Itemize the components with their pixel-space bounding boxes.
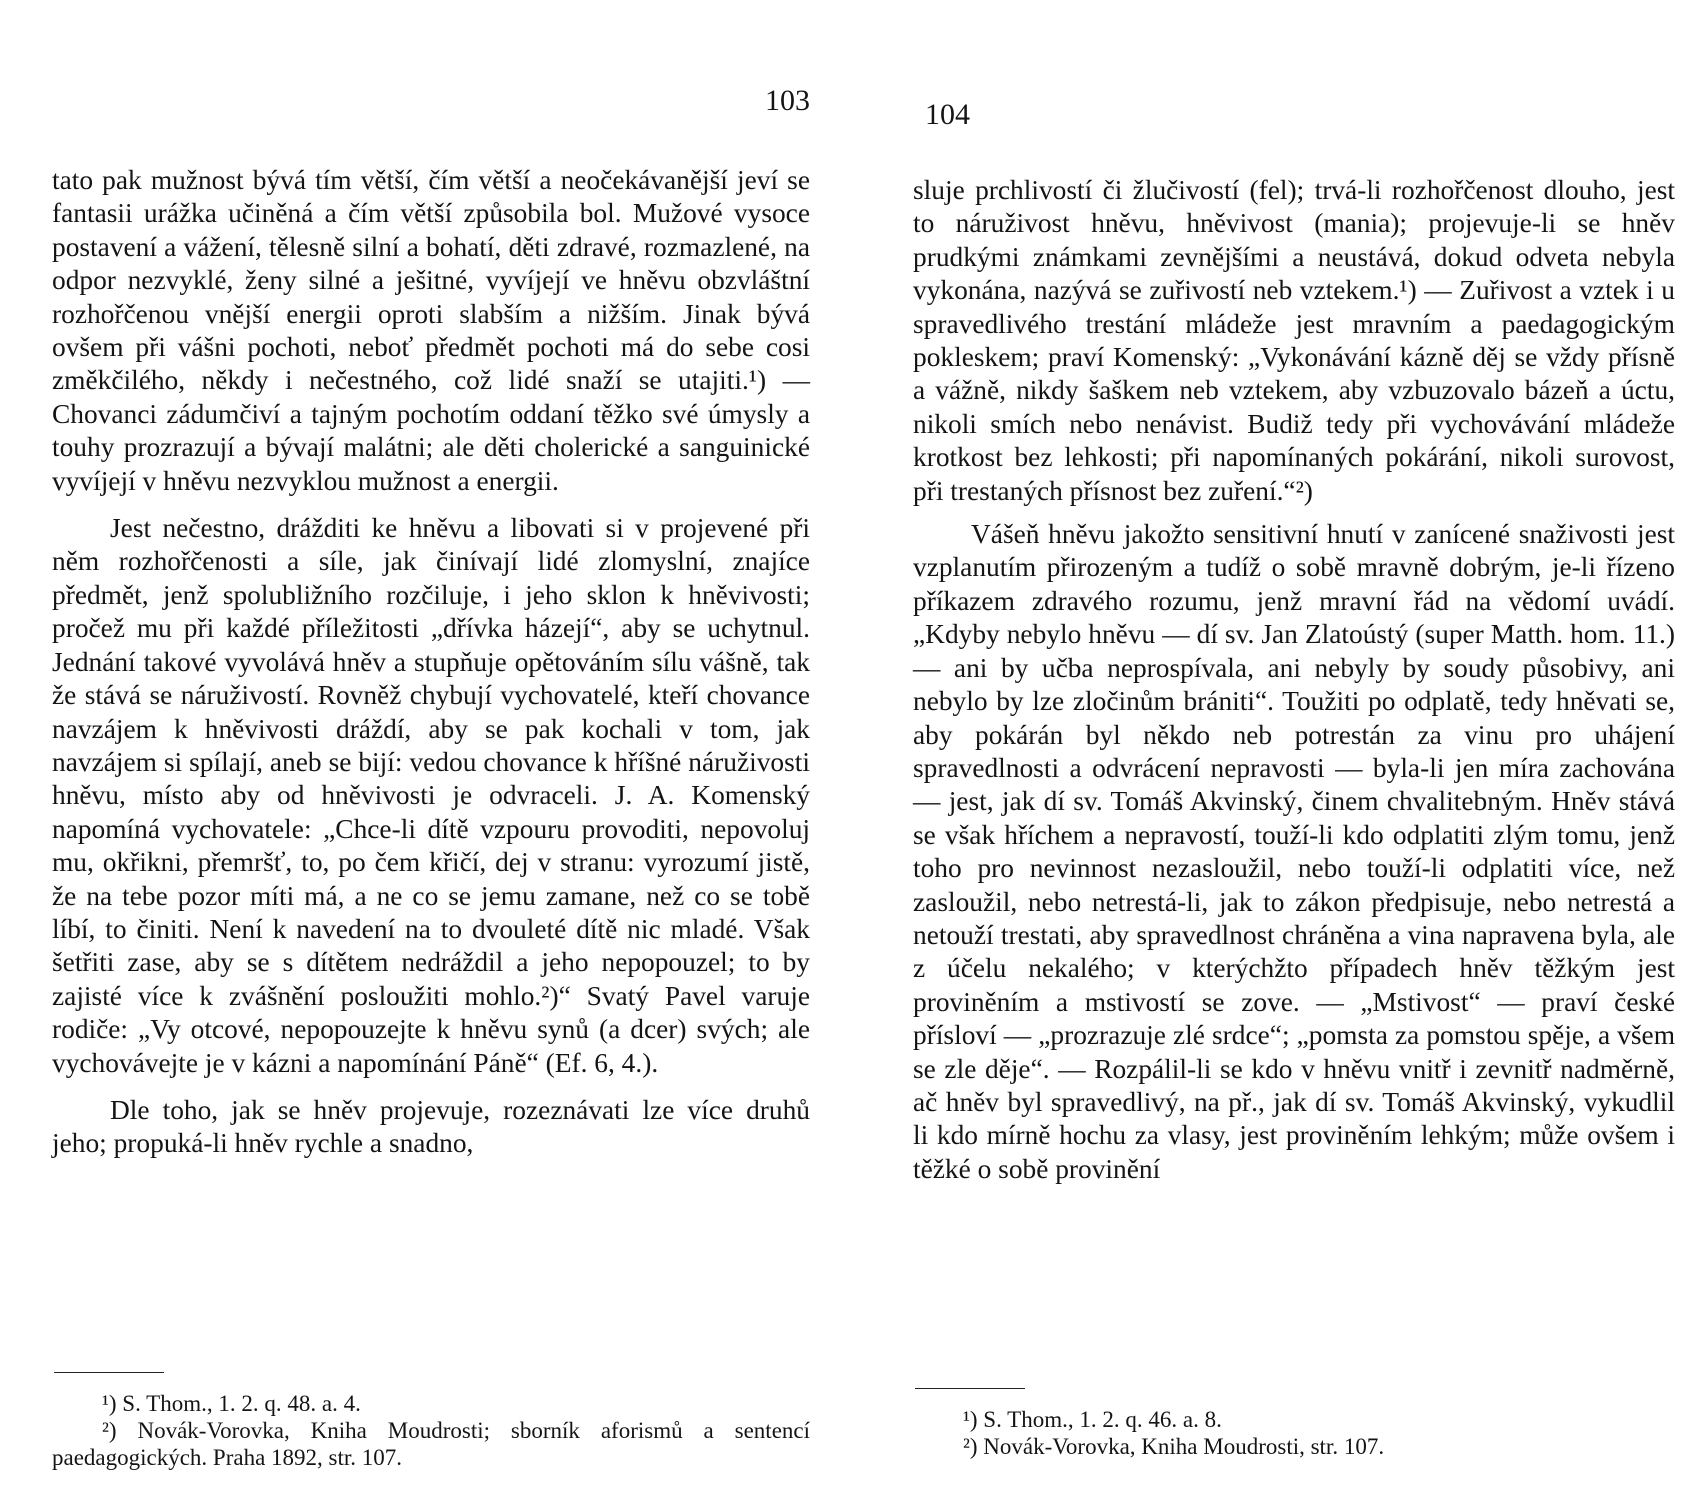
footnote: ²) Novák-Vorovka, Kniha Moudrosti, str. 107.: [963, 1434, 1385, 1459]
page-body: [913, 174, 1675, 1186]
paragraph: tato pak mužnost bývá tím větší, čím větší a neočekávanější jeví se fantasii urážka učiněná a čím větší způsobila bol. Mužové vysoce postavení a vážení, tělesně silní a bohatí, děti zdravé, rozmazlené, na odpor nezvyklé, ženy silné a ješitné, vyvíjejí ve hněvu obzvláštní rozhořčenou vnější energii oproti slabším a nižším. Jinak bývá ovšem při vášni pochoti, neboť předmět pochoti má do sebe cosi změkčilého, někdy i nečestného, což lidé snaží se utajiti.¹) — Chovanci zádumčiví a tajným pochotím oddaní těžko své úmysly a touhy prozrazují a bývají malátni; ale děti cholerické a sanguinické vyvíjejí v hněvu nezvyklou mužnost a energii.: [52, 165, 810, 496]
page-number: 104: [925, 98, 970, 131]
paragraph: Vášeň hněvu jakožto sensitivní hnutí v zanícené snaživosti jest vzplanutím přirozeným a tudíž o sobě mravně dobrým, je-li řízeno příkazem zdravého rozumu, jenž mravní řád na vědomí uvádí. „Kdyby nebylo hněvu — dí sv. Jan Zlatoústý (super Matth. hom. 11.) — ani by učba neprospívala, ani nebyly by soudy působivy, ani nebylo by lze zločinům brániti“. Toužiti po odplatě, tedy hněvati se, aby pokárán byl někdo neb potrestán za vinu pro uhájení spravedlnosti a odvrácení nepravosti — byla-li jen míra zachována — jest, jak dí sv. Tomáš Akvinský, činem chvalitebným. Hněv stává se však hříchem a nepravostí, touží-li kdo odplatiti zlým tomu, jenž toho pro nevinnost nezasloužil, nebo touží-li odplatiti více, než zasloužil, nebo netrestá-li, jak to zákon předpisuje, nebo netrestá a netouží trestati, aby spravedlnost chráněna a vina napravena byla, ale z účelu nekalého; v kterýchžto případech hněv těžkým jest proviněním a mstivostí se zove. — „Mstivost“ — praví české přísloví — „prozrazuje zlé srdce“; „pomsta za pomstou spěje, a všem se zle děje“. — Rozpálil-li se kdo v hněvu vnitř i zevnitř nadměrně, ač hněv byl spravedlivý, na př., jak dí sv. Tomáš Akvinský, vykudlil li kdo mírně hochu za vlasy, jest proviněním lehkým; může ovšem i těžké o sobě provinění: [913, 519, 1675, 1184]
footnote: ¹) S. Thom., 1. 2. q. 46. a. 8.: [963, 1407, 1222, 1432]
footnotes: [913, 1406, 1675, 1460]
footnote: ¹) S. Thom., 1. 2. q. 48. a. 4.: [102, 1391, 361, 1416]
page-body: [52, 164, 810, 1161]
page-number: 103: [765, 84, 810, 117]
paragraph: sluje prchlivostí či žlučivostí (fel); trvá-li rozhořčenost dlouho, jest to náruživost hněvu, hněvivost (mania); projevuje-li se hněv prudkými známkami zevnějšími a neustává, dokud odveta nebyla vykonána, nazývá se zuřivostí neb vztekem.¹) — Zuřivost a vztek i u spravedlivého trestání mládeže jest mravním a paedagogickým pokleskem; praví Komenský: „Vykonávání kázně děj se vždy přísně a vážně, nikdy šaškem neb vztekem, aby vzbuzovalo bázeň a úctu, nikoli smích nebo nenávist. Budiž tedy při vychovávání mládeže krotkost bez lehkosti; při napomínaných pokárání, nikoli surovost, při trestaných přísnost bez zuření.“²): [913, 175, 1675, 506]
footnotes: [52, 1390, 810, 1471]
right-page: [905, 0, 1675, 1500]
paragraph: Jest nečestno, drážditi ke hněvu a libovati si v projevené při něm rozhořčenosti a síle, jak činívají lidé zlomyslní, znajíce předmět, jenž spolubližního rozčiluje, i jeho sklon k hněvivosti; pročež mu při každé příležitosti „dřívka házejí“, aby se uchytnul. Jednání takové vyvolává hněv a stupňuje opětováním sílu vášně, tak že stává se náruživostí. Rovněž chybují vychovatelé, kteří chovance navzájem k hněvivosti dráždí, aby se pak kochali v tom, jak navzájem si spílají, aneb se bijí: vedou chovance k hříšné náruživosti hněvu, místo aby od hněvivosti je odvraceli. J. A. Komenský napomíná vychovatele: „Chce-li dítě vzpouru provoditi, nepovoluj mu, okřikni, přemršť, to, po čem křičí, dej v stranu: vyrozumí jistě, že na tebe pozor míti má, a ne co se jemu zamane, než co se tobě líbí, to činiti. Není k navedení na to dvouleté dítě nic mladé. Však šetřiti zase, aby se s dítětem nedráždil a jeho nepopouzel; to by zajisté více k zvášnění posloužiti mohlo.²)“ Svatý Pavel varuje rodiče: „Vy otcové, nepopouzejte k hněvu synů (a dcer) svých; ale vychovávejte je v kázni a napomínání Páně“ (Ef. 6, 4.).: [52, 513, 810, 1078]
footnote-rule: [915, 1388, 1025, 1389]
paragraph: Dle toho, jak se hněv projevuje, rozeznávati lze více druhů jeho; propuká-li hněv rychle a snadno,: [52, 1094, 810, 1159]
footnote: ²) Novák-Vorovka, Kniha Moudrosti; sborník aforismů a sentencí paedagogických. Praha 1892, str. 107.: [52, 1418, 810, 1470]
left-page: [40, 0, 810, 1500]
footnote-rule: [54, 1372, 164, 1373]
